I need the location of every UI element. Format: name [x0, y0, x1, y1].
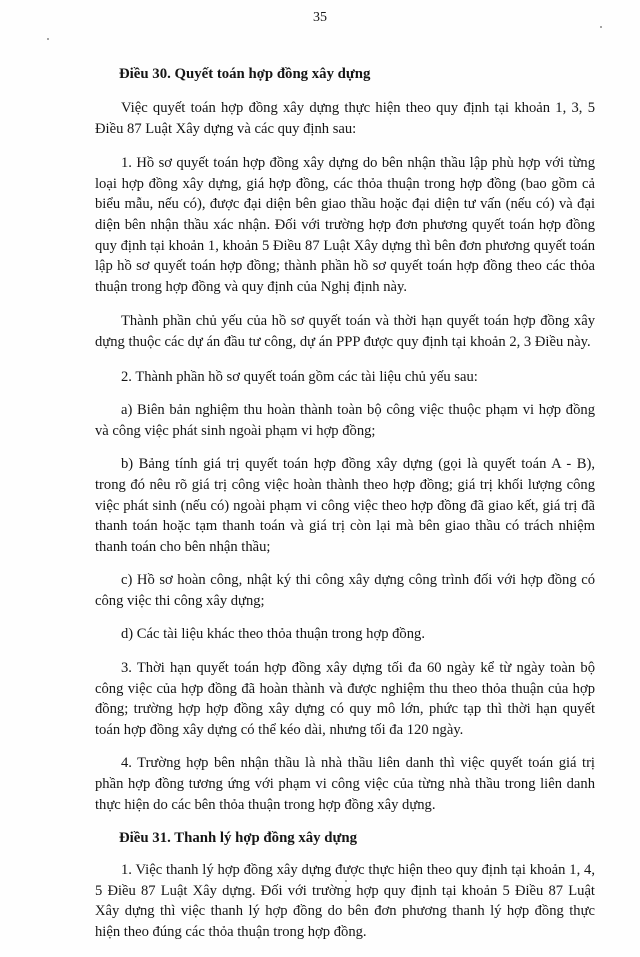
article-30-clause-2: 2. Thành phần hồ sơ quyết toán gồm các tài liệu chủ yếu sau:	[121, 368, 478, 385]
page-number: 35	[313, 10, 327, 25]
scan-speck	[47, 38, 49, 40]
article-31-title: Điều 31. Thanh lý hợp đồng xây dựng	[119, 830, 358, 847]
article-30-clause-3: 3. Thời hạn quyết toán hợp đồng xây dựng tối đa 60 ngày kể từ ngày toàn bộ công việc của hợp đồng đã hoàn thành và được nghiệm thu theo thỏa thuận của hợp đồng; trường hợp hợp đồng xây dựng có quy mô lớn, phức tạp thì thời hạn quyết toán hợp đồng xây dựng có thể kéo dài, nhưng tối đa 120 ngày.	[95, 660, 595, 738]
article-30-intro: Việc quyết toán hợp đồng xây dựng thực hiện theo quy định tại khoản 1, 3, 5 Điều 87 Luật Xây dựng và các quy định sau:	[95, 100, 595, 137]
article-30-clause-2d: d) Các tài liệu khác theo thỏa thuận trong hợp đồng.	[121, 626, 425, 643]
article-30-clause-2c: c) Hồ sơ hoàn công, nhật ký thi công xây dựng công trình đối với hợp đồng có công việc thi công xây dựng;	[95, 572, 595, 609]
document-body	[95, 56, 595, 957]
scan-speck	[600, 26, 602, 28]
scan-speck	[345, 880, 347, 882]
article-30-clause-2a: a) Biên bản nghiệm thu hoàn thành toàn bộ công việc thuộc phạm vi hợp đồng và công việc phát sinh ngoài phạm vi hợp đồng;	[95, 402, 595, 439]
article-30-title: Điều 30. Quyết toán hợp đồng xây dựng	[119, 66, 371, 82]
article-30-clause-1: 1. Hồ sơ quyết toán hợp đồng xây dựng do bên nhận thầu lập phù hợp với từng loại hợp đồng xây dựng, giá hợp đồng, các thỏa thuận trong hợp đồng (bao gồm cả biểu mẫu, nếu có), được đại diện bên giao thầu hoặc đại diện tư vấn (nếu có) và đại diện bên nhận thầu xác nhận. Đối với trường hợp đơn phương quyết toán hợp đồng quy định tại khoản 1, khoản 5 Điều 87 Luật Xây dựng thì bên đơn phương quyết toán lập hồ sơ quyết toán hợp đồng; thành phần hồ sơ quyết toán hợp đồng theo các thỏa thuận trong hợp đồng và quy định của Nghị định này.	[95, 155, 595, 295]
article-30-clause-4: 4. Trường hợp bên nhận thầu là nhà thầu liên danh thì việc quyết toán giá trị phần hợp đồng tương ứng với phạm vi công việc của từng nhà thầu trong liên danh thực hiện do các bên thỏa thuận trong hợp đồng xây dựng.	[95, 755, 595, 813]
article-30-clause-2b: b) Bảng tính giá trị quyết toán hợp đồng xây dựng (gọi là quyết toán A - B), trong đó nêu rõ giá trị công việc hoàn thành theo hợp đồng; giá trị khối lượng công việc phát sinh (nếu có) ngoài phạm vi công việc theo hợp đồng đã giao kết, giá trị đã thanh toán hoặc tạm thanh toán và giá trị còn lại mà bên giao thầu có trách nhiệm thanh toán cho bên nhận thầu;	[95, 456, 595, 555]
article-31-clause-1: 1. Việc thanh lý hợp đồng xây dựng được thực hiện theo quy định tại khoản 1, 4, 5 Điều 87 Luật Xây dựng. Đối với trường hợp quy định tại khoản 5 Điều 87 Luật Xây dựng thì việc thanh lý hợp đồng do bên đơn phương thanh lý hợp đồng thực hiện theo đúng các thỏa thuận trong hợp đồng.	[95, 862, 595, 940]
article-30-clause-1-note: Thành phần chủ yếu của hồ sơ quyết toán và thời hạn quyết toán hợp đồng xây dựng thuộc các dự án đầu tư công, dự án PPP được quy định tại khoản 2, 3 Điều này.	[95, 313, 595, 350]
